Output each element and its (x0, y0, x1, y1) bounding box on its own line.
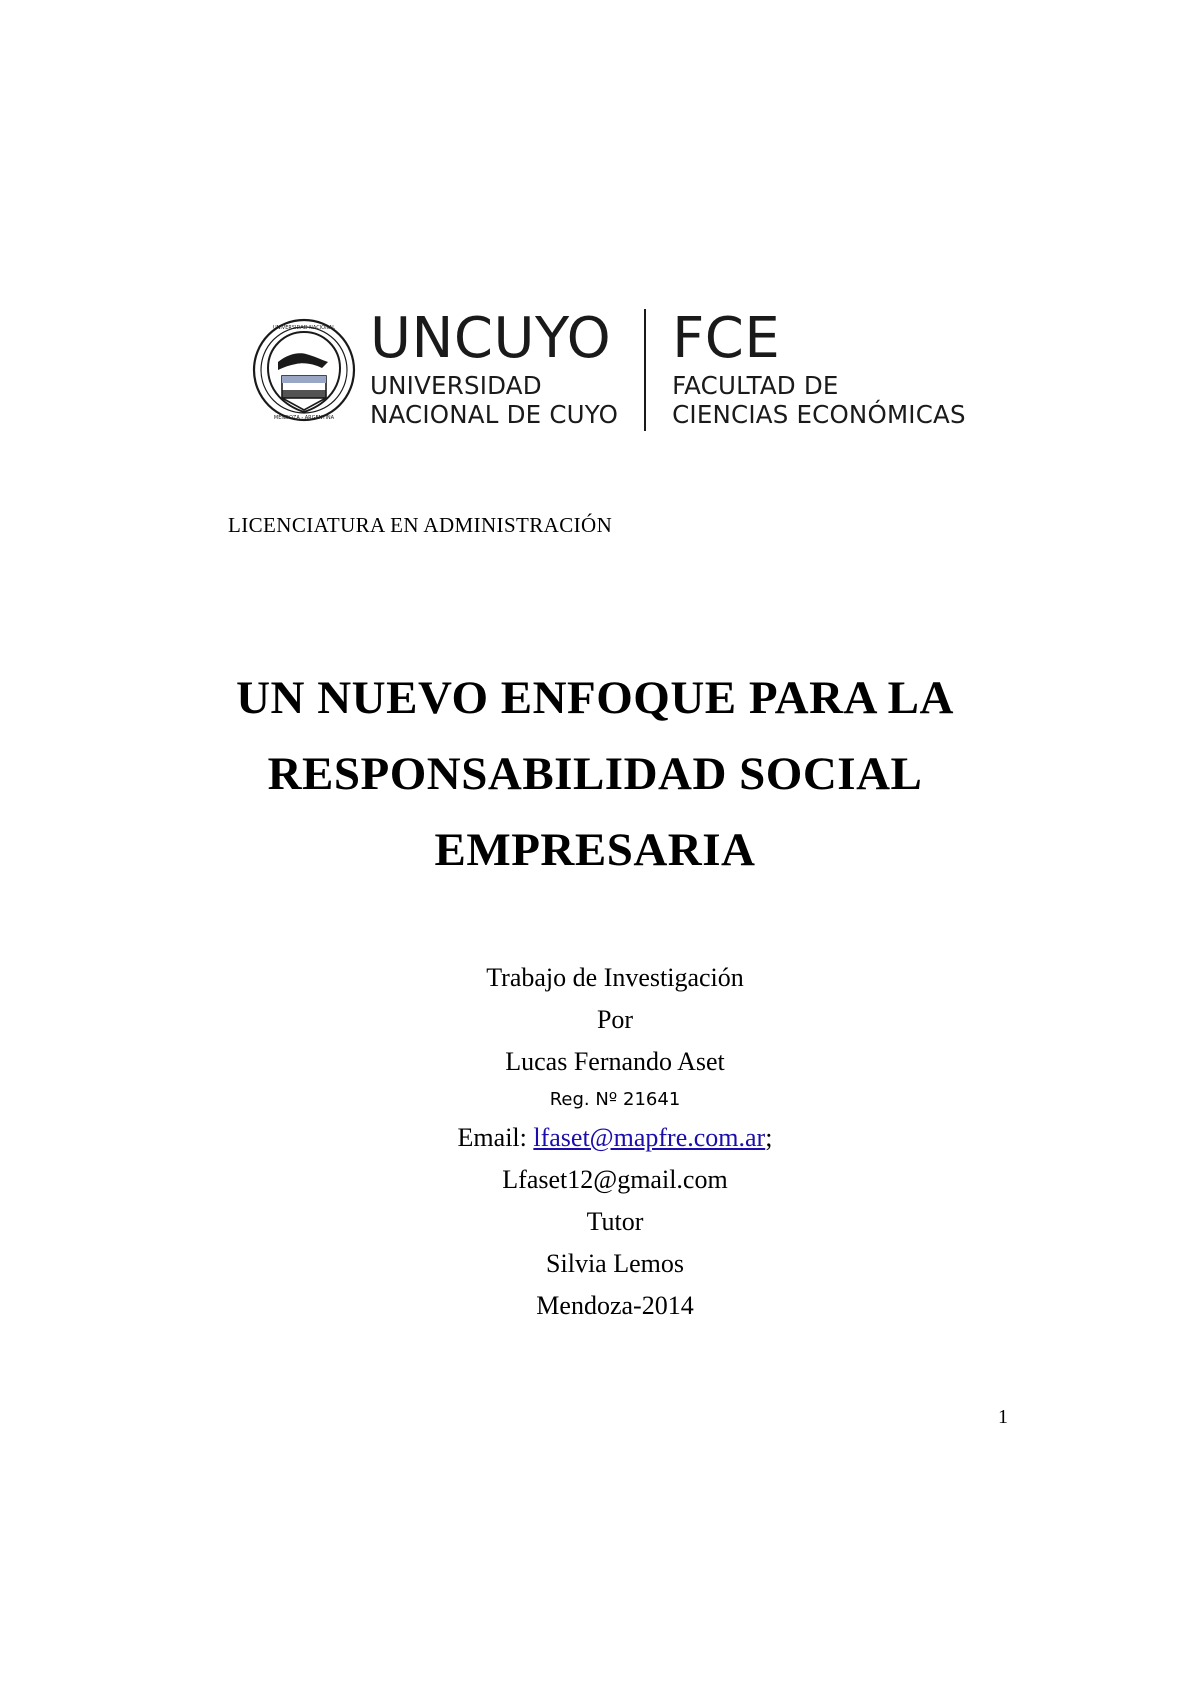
logo-divider (644, 309, 646, 431)
university-name: UNCUYO (370, 305, 612, 371)
email-link[interactable]: lfaset@mapfre.com.ar (533, 1123, 766, 1152)
title-line-1: UN NUEVO ENFOQUE PARA LA (236, 672, 954, 724)
email-label: Email: (457, 1123, 534, 1152)
university-subtitle-line2: NACIONAL DE CUYO (370, 399, 619, 429)
institution-wordmark (370, 306, 966, 434)
degree-program-label: LICENCIATURA EN ADMINISTRACIÓN (228, 513, 613, 537)
title-line-3: EMPRESARIA (434, 824, 756, 877)
page-title (150, 660, 1040, 888)
credits-block (195, 965, 1035, 1335)
email-line (195, 1125, 1035, 1151)
faculty-subtitle-line1: FACULTAD DE (672, 370, 839, 400)
faculty-abbreviation: FCE (672, 305, 781, 371)
registration-number: Reg. Nº 21641 (549, 1089, 681, 1110)
faculty-name-group (672, 305, 966, 430)
tutor-label: Tutor (586, 1207, 644, 1236)
work-type: Trabajo de Investigación (486, 963, 744, 992)
page-number: 1 (998, 1406, 1008, 1428)
tutor-name: Silvia Lemos (546, 1249, 684, 1278)
institution-logo-block (252, 300, 972, 440)
faculty-subtitle-line2: CIENCIAS ECONÓMICAS (672, 399, 966, 429)
svg-text:UNIVERSIDAD NACIONAL: UNIVERSIDAD NACIONAL (272, 325, 336, 331)
email-secondary: Lfaset12@gmail.com (502, 1165, 728, 1194)
university-subtitle-line1: UNIVERSIDAD (370, 370, 542, 400)
university-name-group (370, 305, 644, 430)
university-crest-icon (252, 318, 356, 422)
by-label: Por (596, 1005, 634, 1034)
svg-text:MENDOZA - ARGENTINA: MENDOZA - ARGENTINA (273, 415, 335, 421)
place-year: Mendoza-2014 (536, 1291, 694, 1320)
email-separator: ; (765, 1123, 773, 1152)
title-line-2: RESPONSABILIDAD SOCIAL (267, 748, 923, 801)
author-name: Lucas Fernando Aset (505, 1047, 725, 1076)
